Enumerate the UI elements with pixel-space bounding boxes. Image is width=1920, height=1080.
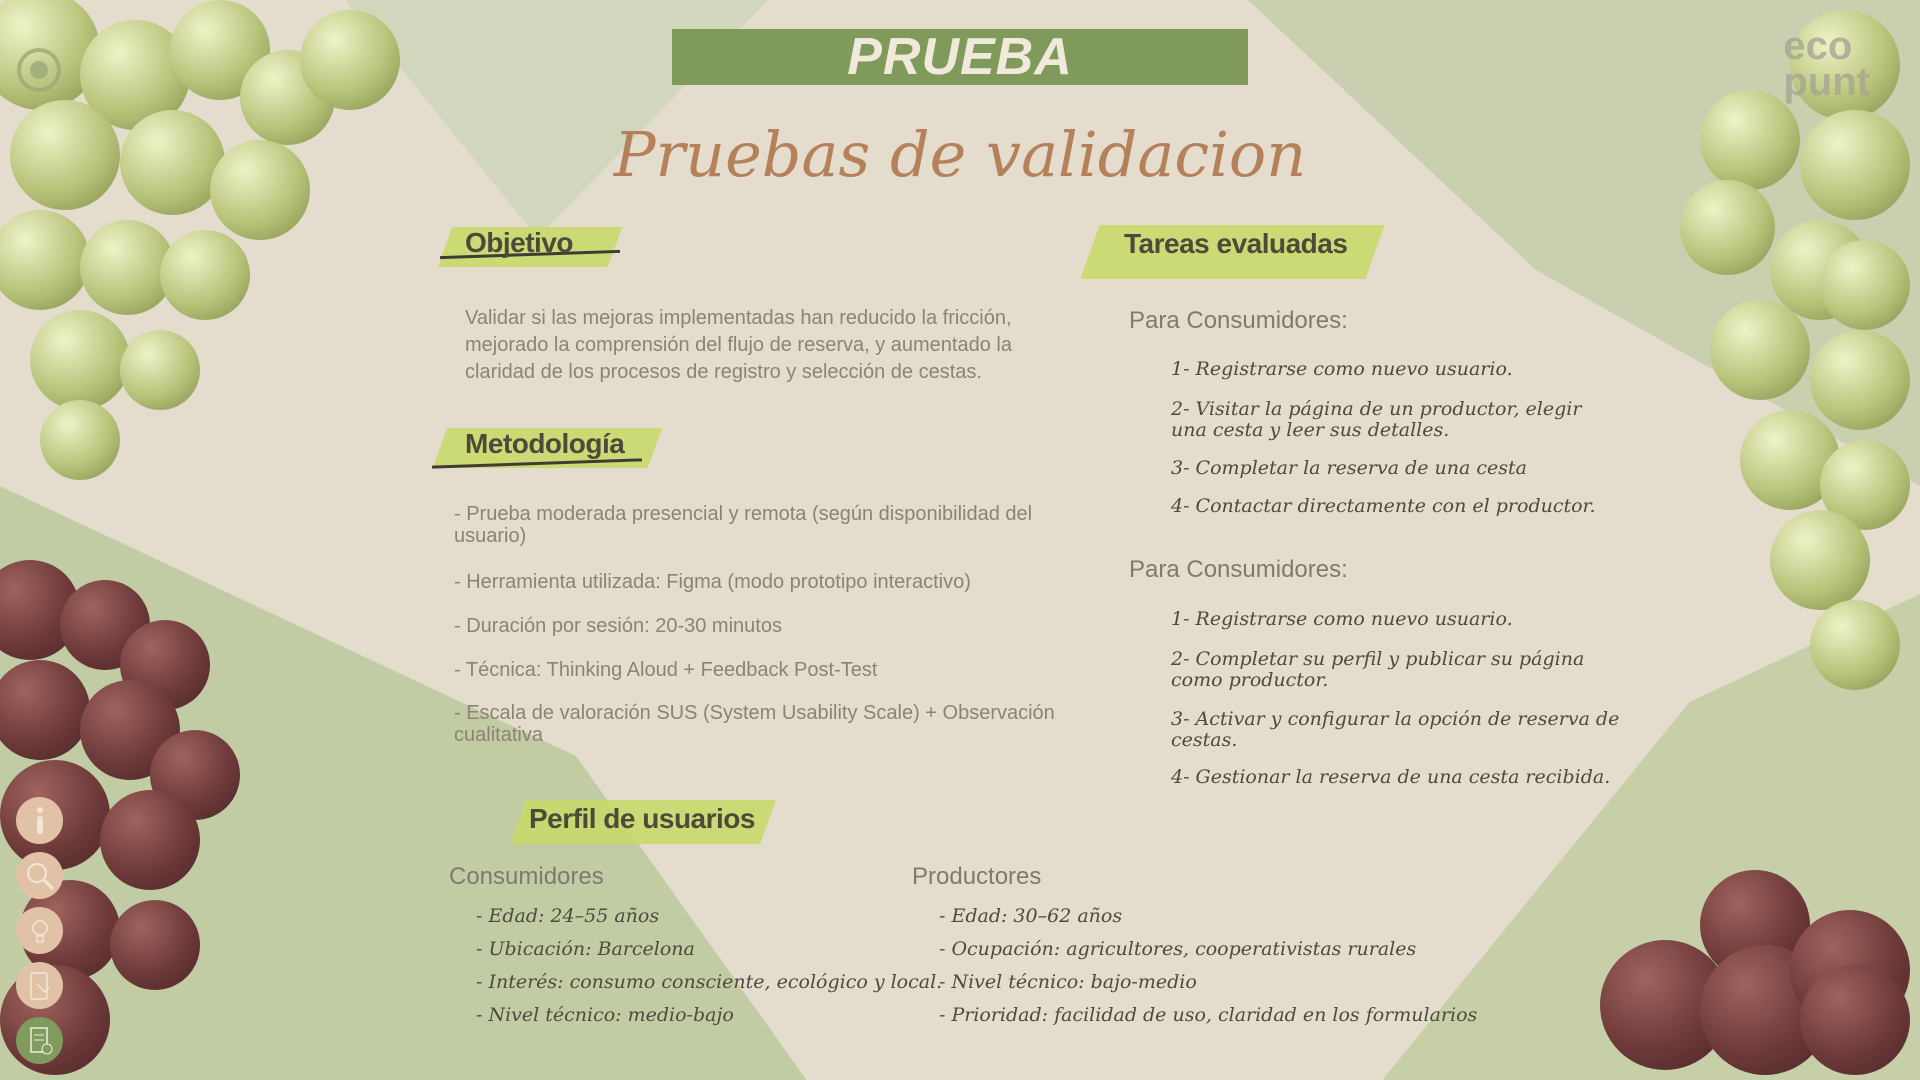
productor-item: - Nivel técnico: bajo-medio (939, 971, 1197, 993)
touch-screen-icon (25, 970, 55, 1002)
tarea-item: 2- Completar su perfil y publicar su página como productor. (1171, 648, 1585, 691)
tarea-item: 2- Visitar la página de un productor, elegir una cesta y leer sus detalles. (1171, 398, 1582, 441)
consumidor-item: - Ubicación: Barcelona (476, 938, 695, 960)
ecopunt-logo: eco punt (1783, 24, 1870, 104)
consumidor-item: - Edad: 24–55 años (476, 905, 660, 927)
productor-item: - Edad: 30–62 años (939, 905, 1123, 927)
tareas-group-label: Para Consumidores: (1129, 307, 1348, 334)
search-icon (24, 860, 56, 892)
consumidores-label: Consumidores (449, 863, 604, 890)
info-button[interactable] (16, 797, 63, 844)
tarea-item: 1- Registrarse como nuevo usuario. (1171, 358, 1513, 380)
metodologia-item: - Duración por sesión: 20-30 minutos (454, 615, 782, 637)
lightbulb-icon (25, 915, 55, 947)
home-icon[interactable] (17, 48, 61, 92)
tarea-item: 4- Contactar directamente con el productor. (1171, 495, 1596, 517)
objetivo-heading: Objetivo (465, 227, 574, 258)
perfil-heading: Perfil de usuarios (529, 803, 755, 834)
info-icon (28, 806, 52, 836)
tareas-group-label: Para Consumidores: (1129, 556, 1348, 583)
tarea-item: 3- Activar y configurar la opción de reserva de cestas. (1171, 708, 1620, 751)
objetivo-text: Validar si las mejoras implementadas han reducido la fricción, mejorado la comprensión del flujo de reserva, y aumentado la claridad de los procesos de registro y selección de cestas. (465, 307, 1012, 383)
productores-label: Productores (912, 863, 1042, 890)
document-check-icon (25, 1025, 55, 1057)
productor-item: - Prioridad: facilidad de uso, claridad en los formularios (939, 1004, 1478, 1026)
tareas-heading: Tareas evaluadas (1124, 228, 1348, 259)
metodologia-item: - Escala de valoración SUS (System Usability Scale) + Observación cualitativa (454, 702, 1055, 746)
productor-item: - Ocupación: agricultores, cooperativistas rurales (939, 938, 1417, 960)
tarea-item: 3- Completar la reserva de una cesta (1171, 457, 1527, 479)
test-document-button[interactable] (16, 1017, 63, 1064)
metodologia-heading: Metodología (465, 428, 625, 459)
tarea-item: 1- Registrarse como nuevo usuario. (1171, 608, 1513, 630)
metodologia-item: - Herramienta utilizada: Figma (modo prototipo interactivo) (454, 571, 971, 593)
consumidor-item: - Nivel técnico: medio-bajo (476, 1004, 734, 1026)
search-button[interactable] (16, 852, 63, 899)
idea-button[interactable] (16, 907, 63, 954)
metodologia-item: - Técnica: Thinking Aloud + Feedback Post-Test (454, 659, 878, 681)
metodologia-item: - Prueba moderada presencial y remota (según disponibilidad del usuario) (454, 503, 1033, 547)
prueba-banner: PRUEBA (672, 29, 1248, 85)
tarea-item: 4- Gestionar la reserva de una cesta recibida. (1171, 766, 1611, 788)
page-title: Pruebas de validacion (613, 118, 1307, 191)
prototype-button[interactable] (16, 962, 63, 1009)
consumidor-item: - Interés: consumo consciente, ecológico y local. (476, 971, 943, 993)
